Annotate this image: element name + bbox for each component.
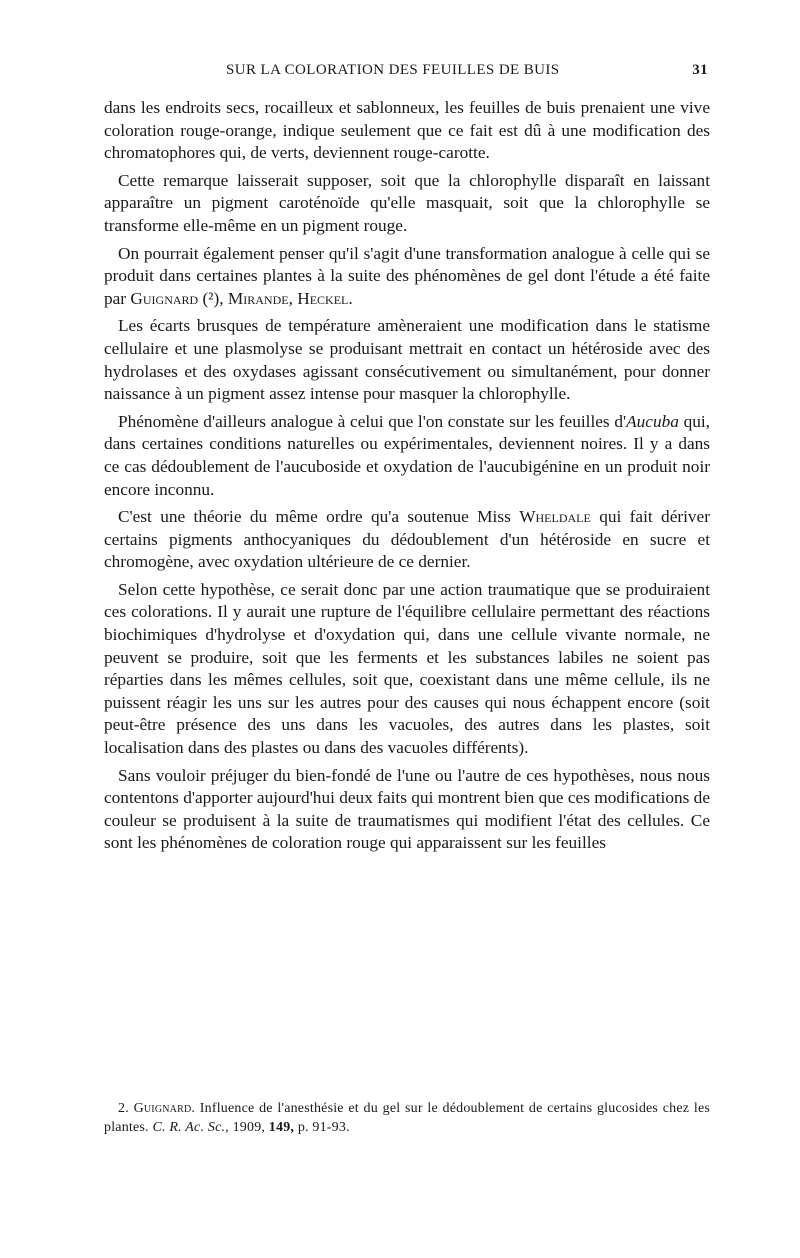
footnote-ref: (²), <box>202 288 224 308</box>
paragraph-3: On pourrait également penser qu'il s'agit d'une transformation analogue à celle qui se produit dans certaines plantes à la suite des phénomènes de gel dont l'étude a été faite par Guignard (²), Mirande, Heckel. <box>104 243 710 308</box>
body-text <box>104 97 710 860</box>
footnote: 2. Guignard. Influence de l'anesthésie et du gel sur le dédoublement de certains glucosides chez les plantes. C. R. Ac. Sc., 1909, 149, p. 91-93. <box>104 1101 711 1135</box>
footnote-journal: C. R. Ac. Sc., <box>152 1120 229 1135</box>
author-wheldale: Wheldale <box>519 507 591 527</box>
paragraph-5: Phénomène d'ailleurs analogue à celui que l'on constate sur les feuilles d'Aucuba qui, dans certaines conditions naturelles ou expérimentales, deviennent noires. Il y a dans ce cas dédoublement de l'aucuboside et oxydation de l'aucubigénine en un produit noir encore inconnu. <box>104 411 710 499</box>
running-title: SUR LA COLORATION DES FEUILLES DE BUIS <box>226 62 560 78</box>
author-heckel: Heckel. <box>297 288 353 308</box>
genus-aucuba: Aucuba <box>626 411 679 431</box>
footnote-volume: 149, <box>268 1120 295 1135</box>
paragraph-8: Sans vouloir préjuger du bien-fondé de l'une ou l'autre de ces hypothèses, nous nous contentons d'apporter aujourd'hui deux faits qui montrent bien que ces modifications de couleur se produisent à la suite de traumatismes qui modifient l'état des cellules. Ce sont les phénomènes de coloration rouge qui apparaissent sur les feuilles <box>104 765 710 853</box>
paragraph-6: C'est une théorie du même ordre qu'a soutenue Miss Wheldale qui fait dériver certains pigments anthocyaniques du dédoublement d'un hétéroside en sucre et chromogène, avec oxydation ultérieure de ce dernier. <box>104 507 710 572</box>
paragraph-1: dans les endroits secs, rocailleux et sablonneux, les feuilles de buis prenaient une vive coloration rouge-orange, indique seulement que ce fait est dû à une modification des chromatophores qui, de verts, deviennent rouge-carotte. <box>104 98 710 163</box>
paragraph-4: Les écarts brusques de température amèneraient une modification dans le statisme cellulaire et une plasmolyse se produisant mettrait en contact un hétéroside avec des hydrolases et des oxydases agissant consécutivement ou simultanément, pour donner naissance à un pigment assez intense pour masquer la chlorophylle. <box>104 316 710 404</box>
footnote-author: Guignard. <box>133 1101 196 1116</box>
footnote-number: 2. <box>118 1101 129 1116</box>
author-mirande: Mirande, <box>227 288 293 308</box>
paragraph-7: Selon cette hypothèse, ce serait donc par une action traumatique que se produiraient ces colorations. Il y aurait une rupture de l'équilibre cellulaire permettant des réactions biochimiques d'hydrolyse et d'oxydation qui, dans une cellule vivante normale, ne peuvent se produire, soit que les ferments et les substances labiles ne soient pas réparties dans les mêmes cellules, soit que, coexistant dans une même cellule, ils ne puissent réagir les uns sur les autres pour des causes qui nous échappent encore (soit peut-être présence des uns dans les vacuoles, des autres dans les plastes, soit localisation dans des plastes ou dans des vacuoles différents). <box>104 579 710 758</box>
author-guignard: Guignard <box>130 288 199 308</box>
page-number: 31 <box>692 62 708 78</box>
paragraph-2: Cette remarque laisserait supposer, soit que la chlorophylle disparaît en laissant apparaître un pigment caroténoïde qu'elle masquait, soit que la chlorophylle se transforme elle-même en un pigment rouge. <box>104 170 710 235</box>
